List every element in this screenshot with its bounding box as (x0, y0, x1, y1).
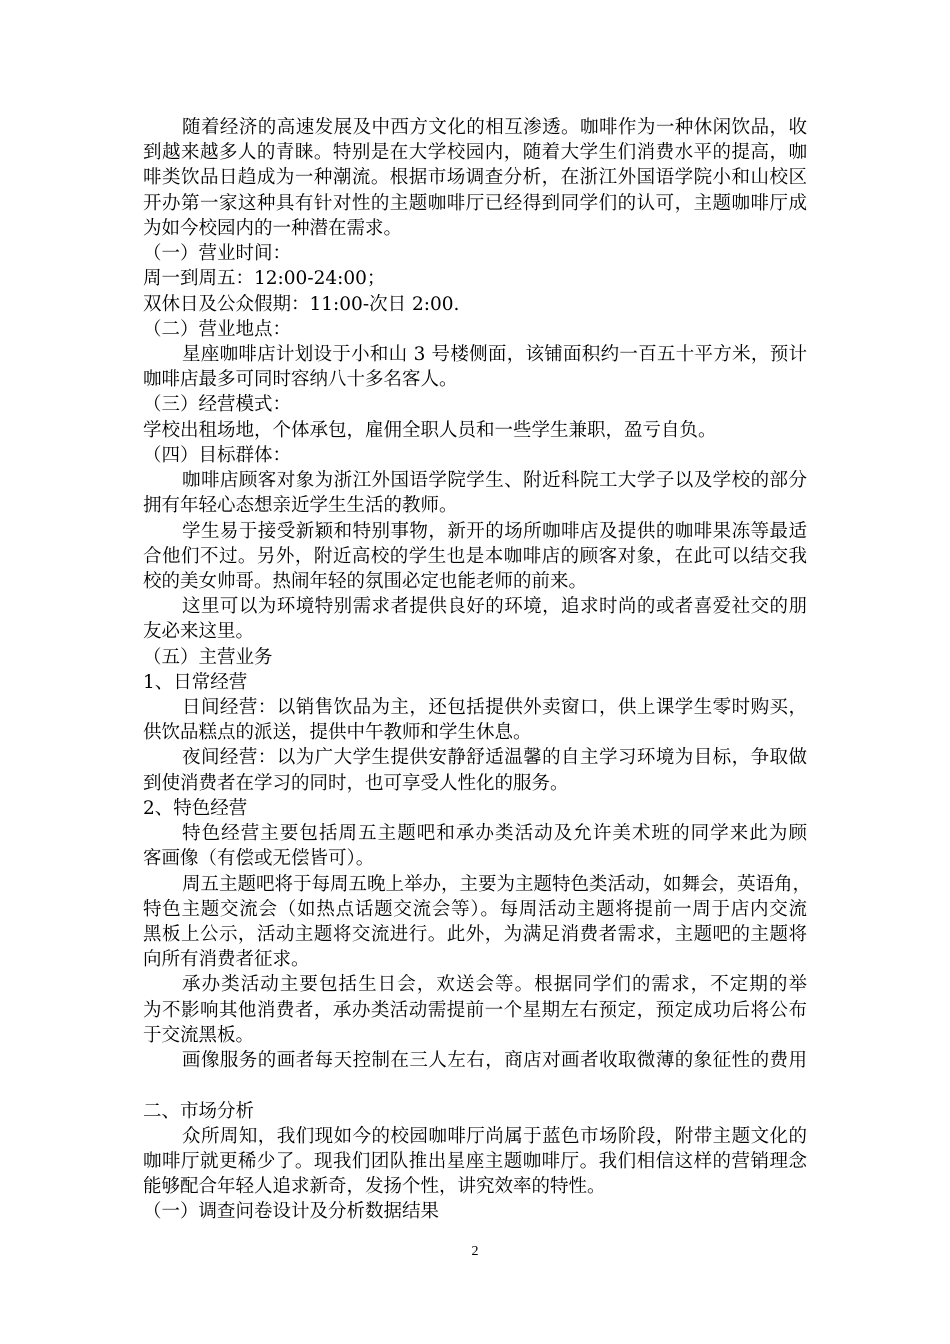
text-line: 夜间经营：以为广大学生提供安静舒适温馨的自主学习环境为目标，争取做 (182, 747, 807, 769)
text-line: 众所周知，我们现如今的校园咖啡厅尚属于蓝色市场阶段，附带主题文化的 (182, 1125, 807, 1147)
text-line: 开办第一家这种具有针对性的主题咖啡厅已经得到同学们的认可，主题咖啡厅成 (143, 192, 807, 214)
text-line: 学校出租场地，个体承包，雇佣全职人员和一些学生兼职，盈亏自负。 (143, 419, 717, 441)
text-line: 咖啡店最多可同时容纳八十多名客人。 (143, 369, 458, 391)
text-line: 向所有消费者征求。 (143, 949, 310, 971)
text-line: 双休日及公众假期：11:00-次日 2:00. (143, 293, 460, 315)
text-line: 咖啡厅就更稀少了。现我们团队推出星座主题咖啡厅。我们相信这样的营销理念 (143, 1150, 807, 1172)
text-line: 到越来越多人的青睐。特别是在大学校园内，随着大学生们消费水平的提高，咖 (143, 142, 807, 164)
text-line: 承办类活动主要包括生日会，欢送会等。根据同学们的需求，不定期的举 (182, 974, 807, 996)
text-line: 二、市场分析 (143, 1100, 255, 1122)
text-line: 画像服务的画者每天控制在三人左右，商店对画者收取微薄的象征性的费用 (182, 1050, 807, 1072)
text-line: 合他们不过。另外，附近高校的学生也是本咖啡店的顾客对象，在此可以结交我 (143, 545, 807, 567)
page-number: 2 (471, 1244, 479, 1259)
text-line: 啡类饮品日趋成为一种潮流。根据市场调查分析，在浙江外国语学院小和山校区 (143, 167, 807, 189)
text-line: 拥有年轻心态想亲近学生生活的教师。 (143, 495, 458, 517)
text-line: （一）营业时间： (143, 243, 292, 265)
text-line: 到使消费者在学习的同时，也可享受人性化的服务。 (143, 772, 569, 794)
text-line: 黑板上公示，活动主题将交流进行。此外，为满足消费者需求，主题吧的主题将 (143, 924, 807, 945)
text-line: 于交流黑板。 (143, 1024, 255, 1046)
text-line: 学生易于接受新颖和特别事物，新开的场所咖啡店及提供的咖啡果冻等最适 (182, 520, 807, 542)
text-line: 1、日常经营 (143, 671, 248, 693)
text-line: 为如今校园内的一种潜在需求。 (143, 217, 403, 239)
text-line: 这里可以为环境特别需求者提供良好的环境，追求时尚的或者喜爱社交的朋 (182, 596, 807, 618)
blank-line (143, 1073, 807, 1098)
text-line: 供饮品糕点的派送，提供中午教师和学生休息。 (143, 722, 532, 744)
text-line: 随着经济的高速发展及中西方文化的相互渗透。咖啡作为一种休闲饮品，收 (182, 117, 807, 138)
text-line: 特色主题交流会（如热点话题交流会等）。每周活动主题将提前一周于店内交流 (143, 898, 807, 920)
text-line: （五）主营业务 (143, 646, 273, 668)
text-line: （三）经营模式： (143, 394, 292, 416)
text-line: 友必来这里。 (143, 621, 255, 643)
text-line: 能够配合年轻人追求新奇，发扬个性，讲究效率的特性。 (143, 1176, 606, 1198)
text-line: （四）目标群体： (143, 444, 292, 466)
text-line: （一）调查问卷设计及分析数据结果 (143, 1201, 440, 1223)
text-line: 咖啡店顾客对象为浙江外国语学院学生、附近科院工大学子以及学校的部分 (182, 470, 807, 492)
text-line: 特色经营主要包括周五主题吧和承办类活动及允许美术班的同学来此为顾 (182, 823, 807, 845)
text-line: 周一到周五：12:00-24:00； (143, 268, 386, 290)
text-line: 客画像（有偿或无偿皆可）。 (143, 848, 375, 870)
document-body (143, 115, 812, 1225)
text-line: 为不影响其他消费者，承办类活动需提前一个星期左右预定，预定成功后将公布 (143, 999, 807, 1021)
text-line: 校的美女帅哥。热闹年轻的氛围必定也能老师的前来。 (143, 570, 588, 592)
text-line: （二）营业地点： (143, 318, 292, 340)
text-line: 周五主题吧将于每周五晚上举办，主要为主题特色类活动，如舞会，英语角， (182, 873, 812, 895)
text-line: 日间经营：以销售饮品为主，还包括提供外卖窗口，供上课学生零时购买， (182, 697, 807, 719)
text-line: 星座咖啡店计划设于小和山 3 号楼侧面，该铺面积约一百五十平方米，预计 (182, 343, 807, 365)
text-line: 2、特色经营 (143, 797, 248, 819)
